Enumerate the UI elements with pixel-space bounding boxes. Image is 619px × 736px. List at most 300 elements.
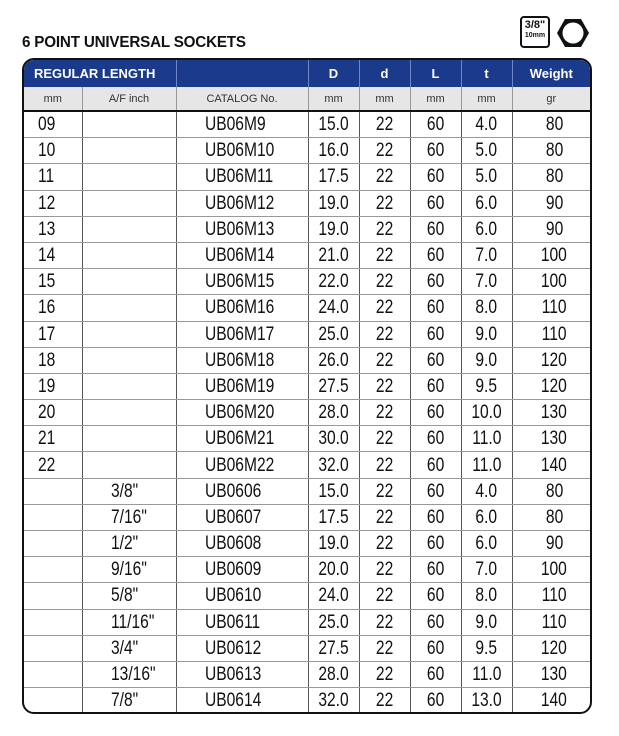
- cell-value: 30.0: [318, 428, 349, 450]
- d-inner-cell: [359, 373, 410, 399]
- cell-value: 7/8": [110, 690, 138, 712]
- size-mm-cell: [24, 426, 82, 452]
- d-outer-cell: [308, 661, 359, 687]
- cell-value: 7.0: [475, 245, 498, 267]
- cell-value: 6.0: [475, 192, 498, 214]
- page-title: 6 POINT UNIVERSAL SOCKETS: [22, 34, 246, 51]
- cell-value: 11/16": [110, 611, 154, 633]
- cell-value: 15.0: [318, 480, 349, 502]
- cell-value: UB06M15: [204, 271, 274, 293]
- d-inner-cell: [359, 400, 410, 426]
- cell-value: 19: [38, 375, 56, 397]
- d-outer-cell: [308, 321, 359, 347]
- cell-value: 60: [426, 402, 445, 424]
- cell-value: 22: [375, 166, 394, 188]
- cell-value: 100: [541, 245, 568, 267]
- cell-value: 6.0: [475, 506, 498, 528]
- catalog-number-cell: [176, 295, 308, 321]
- size-mm-cell: [24, 321, 82, 347]
- cell-value: 17.5: [318, 166, 349, 188]
- cell-value: 4.0: [475, 114, 498, 136]
- cell-value: 3/4": [110, 637, 138, 659]
- cell-value: 11.0: [471, 428, 502, 450]
- d-outer-cell: [308, 373, 359, 399]
- d-outer-cell: [308, 531, 359, 557]
- cell-value: 10.0: [471, 402, 502, 424]
- cell-value: 80: [545, 140, 563, 162]
- length-cell: [410, 609, 461, 635]
- cell-value: UB06M12: [204, 192, 274, 214]
- cell-value: 18: [38, 349, 56, 371]
- cell-value: UB0612: [204, 637, 261, 659]
- cell-value: 60: [426, 245, 445, 267]
- length-cell: [410, 557, 461, 583]
- column-header: Weight: [512, 60, 590, 87]
- t-cell: [461, 190, 512, 216]
- size-mm-cell: [24, 190, 82, 216]
- table-row: [24, 295, 590, 321]
- d-outer-cell: [308, 478, 359, 504]
- d-outer-cell: [308, 426, 359, 452]
- d-outer-cell: [308, 452, 359, 478]
- d-inner-cell: [359, 583, 410, 609]
- table-row: [24, 557, 590, 583]
- weight-cell: [512, 609, 590, 635]
- size-mm-cell: [24, 111, 82, 138]
- length-cell: [410, 164, 461, 190]
- cell-value: UB06M22: [204, 454, 274, 476]
- catalog-number-cell: [176, 452, 308, 478]
- d-inner-cell: [359, 347, 410, 373]
- cell-value: 60: [426, 375, 445, 397]
- weight-cell: [512, 164, 590, 190]
- column-header: L: [410, 60, 461, 87]
- size-inch-cell: [82, 295, 176, 321]
- cell-value: 60: [426, 349, 445, 371]
- d-outer-cell: [308, 609, 359, 635]
- cell-value: 22: [375, 480, 394, 502]
- cell-value: UB06M11: [204, 166, 273, 188]
- socket-spec-table: [22, 58, 592, 714]
- size-inch-cell: [82, 452, 176, 478]
- size-inch-cell: [82, 661, 176, 687]
- cell-value: 7.0: [475, 559, 498, 581]
- weight-cell: [512, 138, 590, 164]
- cell-value: 3/8": [110, 480, 138, 502]
- table-row: [24, 661, 590, 687]
- cell-value: 22: [375, 114, 394, 136]
- catalog-number-cell: [176, 688, 308, 714]
- catalog-number-cell: [176, 111, 308, 138]
- length-cell: [410, 347, 461, 373]
- table-row: [24, 426, 590, 452]
- t-cell: [461, 138, 512, 164]
- cell-value: UB06M14: [204, 245, 274, 267]
- cell-value: 24.0: [318, 297, 349, 319]
- cell-value: 22: [375, 297, 394, 319]
- size-inch-cell: [82, 321, 176, 347]
- table-row: [24, 269, 590, 295]
- cell-value: 60: [426, 559, 445, 581]
- weight-cell: [512, 688, 590, 714]
- d-outer-cell: [308, 688, 359, 714]
- cell-value: 8.0: [475, 585, 498, 607]
- d-outer-cell: [308, 164, 359, 190]
- cell-value: 60: [426, 114, 445, 136]
- d-outer-cell: [308, 216, 359, 242]
- cell-value: 26.0: [318, 349, 349, 371]
- cell-value: 110: [541, 611, 567, 633]
- length-cell: [410, 321, 461, 347]
- group-header: REGULAR LENGTH: [24, 60, 176, 87]
- d-inner-cell: [359, 504, 410, 530]
- cell-value: 19.0: [318, 533, 349, 555]
- cell-value: 22: [375, 375, 394, 397]
- cell-value: 13/16": [110, 664, 156, 686]
- length-cell: [410, 504, 461, 530]
- cell-value: 22: [375, 533, 394, 555]
- size-inch-cell: [82, 164, 176, 190]
- t-cell: [461, 242, 512, 268]
- cell-value: 25.0: [318, 611, 349, 633]
- weight-cell: [512, 216, 590, 242]
- cell-value: UB06M17: [204, 323, 274, 345]
- table-body: [24, 111, 590, 713]
- size-inch-cell: [82, 583, 176, 609]
- cell-value: UB0611: [204, 611, 260, 633]
- cell-value: 21.0: [318, 245, 349, 267]
- length-cell: [410, 635, 461, 661]
- table-row: [24, 609, 590, 635]
- t-cell: [461, 373, 512, 399]
- table-row: [24, 138, 590, 164]
- catalog-number-cell: [176, 269, 308, 295]
- catalog-number-cell: [176, 557, 308, 583]
- t-cell: [461, 111, 512, 138]
- cell-value: 140: [541, 690, 568, 712]
- d-outer-cell: [308, 242, 359, 268]
- table-row: [24, 688, 590, 714]
- cell-value: 22: [375, 611, 394, 633]
- size-inch-cell: [82, 400, 176, 426]
- weight-cell: [512, 321, 590, 347]
- weight-cell: [512, 452, 590, 478]
- t-cell: [461, 269, 512, 295]
- cell-value: 60: [426, 323, 445, 345]
- length-cell: [410, 373, 461, 399]
- weight-cell: [512, 531, 590, 557]
- catalog-number-cell: [176, 216, 308, 242]
- size-inch-cell: [82, 347, 176, 373]
- d-inner-cell: [359, 138, 410, 164]
- size-mm-cell: [24, 557, 82, 583]
- cell-value: 27.5: [318, 375, 349, 397]
- size-mm-cell: [24, 164, 82, 190]
- cell-value: 60: [426, 218, 445, 240]
- cell-value: 20.0: [318, 559, 349, 581]
- cell-value: 32.0: [318, 690, 349, 712]
- cell-value: 6.0: [475, 218, 498, 240]
- cell-value: 20: [38, 402, 56, 424]
- cell-value: 22: [375, 454, 394, 476]
- cell-value: 100: [541, 271, 568, 293]
- cell-value: 21: [38, 428, 56, 450]
- size-inch-cell: [82, 242, 176, 268]
- cell-value: 32.0: [318, 454, 349, 476]
- cell-value: 60: [426, 585, 445, 607]
- d-outer-cell: [308, 295, 359, 321]
- cell-value: 22: [375, 140, 394, 162]
- size-mm-cell: [24, 295, 82, 321]
- cell-value: UB0610: [204, 585, 261, 607]
- size-inch-cell: [82, 111, 176, 138]
- d-inner-cell: [359, 557, 410, 583]
- cell-value: UB06M16: [204, 297, 274, 319]
- cell-value: UB0607: [204, 506, 261, 528]
- d-inner-cell: [359, 111, 410, 138]
- table-row: [24, 452, 590, 478]
- length-cell: [410, 531, 461, 557]
- cell-value: 15.0: [318, 114, 349, 136]
- table-row: [24, 111, 590, 138]
- length-cell: [410, 111, 461, 138]
- cell-value: 28.0: [318, 402, 349, 424]
- cell-value: 19.0: [318, 192, 349, 214]
- t-cell: [461, 426, 512, 452]
- catalog-number-cell: [176, 138, 308, 164]
- cell-value: 12: [38, 192, 56, 214]
- unit-header: mm: [359, 87, 410, 111]
- catalog-number-cell: [176, 531, 308, 557]
- cell-value: UB0609: [204, 559, 261, 581]
- t-cell: [461, 347, 512, 373]
- cell-value: 22: [375, 271, 394, 293]
- t-cell: [461, 531, 512, 557]
- cell-value: UB06M19: [204, 375, 274, 397]
- d-inner-cell: [359, 216, 410, 242]
- t-cell: [461, 504, 512, 530]
- weight-cell: [512, 661, 590, 687]
- cell-value: 120: [541, 349, 568, 371]
- cell-value: 110: [541, 585, 567, 607]
- d-inner-cell: [359, 478, 410, 504]
- table-row: [24, 504, 590, 530]
- cell-value: 22: [375, 690, 394, 712]
- cell-value: 60: [426, 506, 445, 528]
- d-inner-cell: [359, 321, 410, 347]
- t-cell: [461, 452, 512, 478]
- d-inner-cell: [359, 609, 410, 635]
- cell-value: 110: [541, 297, 567, 319]
- table-row: [24, 216, 590, 242]
- t-cell: [461, 321, 512, 347]
- cell-value: 7.0: [475, 271, 498, 293]
- cell-value: 19.0: [318, 218, 349, 240]
- d-outer-cell: [308, 111, 359, 138]
- catalog-number-cell: [176, 661, 308, 687]
- catalog-number-cell: [176, 426, 308, 452]
- unit-header: CATALOG No.: [176, 87, 308, 111]
- cell-value: 22: [375, 559, 394, 581]
- length-cell: [410, 452, 461, 478]
- cell-value: UB06M18: [204, 349, 274, 371]
- cell-value: 22: [375, 506, 394, 528]
- cell-value: 16.0: [318, 140, 349, 162]
- size-mm-cell: [24, 661, 82, 687]
- cell-value: 22: [375, 585, 394, 607]
- length-cell: [410, 426, 461, 452]
- cell-value: UB0608: [204, 533, 261, 555]
- size-inch-cell: [82, 216, 176, 242]
- t-cell: [461, 216, 512, 242]
- d-outer-cell: [308, 583, 359, 609]
- cell-value: 9/16": [110, 559, 147, 581]
- catalog-number-cell: [176, 504, 308, 530]
- catalog-number-cell: [176, 400, 308, 426]
- cell-value: 110: [541, 323, 567, 345]
- t-cell: [461, 661, 512, 687]
- catalog-number-cell: [176, 478, 308, 504]
- cell-value: 14: [38, 245, 56, 267]
- table-row: [24, 242, 590, 268]
- cell-value: 60: [426, 166, 445, 188]
- weight-cell: [512, 400, 590, 426]
- catalog-number-cell: [176, 609, 308, 635]
- header-row: [24, 60, 590, 87]
- cell-value: 60: [426, 480, 445, 502]
- cell-value: 16: [38, 297, 56, 319]
- cell-value: 80: [545, 114, 563, 136]
- cell-value: 80: [545, 480, 563, 502]
- cell-value: 22: [375, 664, 394, 686]
- cell-value: 25.0: [318, 323, 349, 345]
- size-inch-cell: [82, 635, 176, 661]
- cell-value: 10: [38, 140, 56, 162]
- cell-value: 60: [426, 454, 445, 476]
- unit-header: mm: [308, 87, 359, 111]
- table-row: [24, 635, 590, 661]
- cell-value: 09: [38, 114, 56, 136]
- weight-cell: [512, 478, 590, 504]
- cell-value: 60: [426, 690, 445, 712]
- size-mm-cell: [24, 688, 82, 714]
- cell-value: 9.0: [475, 349, 498, 371]
- cell-value: 90: [545, 533, 563, 555]
- size-inch-cell: [82, 269, 176, 295]
- size-inch-cell: [82, 478, 176, 504]
- weight-cell: [512, 373, 590, 399]
- size-mm-cell: [24, 216, 82, 242]
- d-inner-cell: [359, 426, 410, 452]
- cell-value: 13.0: [471, 690, 502, 712]
- cell-value: UB0606: [204, 480, 261, 502]
- d-outer-cell: [308, 347, 359, 373]
- d-inner-cell: [359, 661, 410, 687]
- length-cell: [410, 216, 461, 242]
- t-cell: [461, 688, 512, 714]
- table-row: [24, 321, 590, 347]
- weight-cell: [512, 504, 590, 530]
- catalog-number-cell: [176, 583, 308, 609]
- cell-value: 100: [541, 559, 568, 581]
- t-cell: [461, 557, 512, 583]
- unit-header: mm: [24, 87, 82, 111]
- size-inch-cell: [82, 426, 176, 452]
- size-inch-cell: [82, 190, 176, 216]
- table-row: [24, 347, 590, 373]
- catalog-number-cell: [176, 242, 308, 268]
- d-outer-cell: [308, 138, 359, 164]
- cell-value: 22: [375, 218, 394, 240]
- cell-value: 28.0: [318, 664, 349, 686]
- size-inch-cell: [82, 688, 176, 714]
- cell-value: 130: [541, 664, 568, 686]
- cell-value: UB06M21: [204, 428, 274, 450]
- cell-value: 120: [541, 637, 568, 659]
- cell-value: UB0614: [204, 690, 261, 712]
- length-cell: [410, 190, 461, 216]
- cell-value: 17.5: [318, 506, 349, 528]
- size-mm-cell: [24, 583, 82, 609]
- weight-cell: [512, 111, 590, 138]
- catalog-number-cell: [176, 321, 308, 347]
- column-header: D: [308, 60, 359, 87]
- cell-value: UB06M13: [204, 218, 274, 240]
- cell-value: 22: [375, 323, 394, 345]
- cell-value: 22: [375, 349, 394, 371]
- units-row: [24, 87, 590, 111]
- cell-value: 80: [545, 166, 563, 188]
- length-cell: [410, 400, 461, 426]
- d-inner-cell: [359, 190, 410, 216]
- weight-cell: [512, 347, 590, 373]
- cell-value: 60: [426, 297, 445, 319]
- catalog-number-cell: [176, 347, 308, 373]
- cell-value: 60: [426, 428, 445, 450]
- cell-value: 13: [38, 218, 56, 240]
- table-row: [24, 531, 590, 557]
- cell-value: 80: [545, 506, 563, 528]
- weight-cell: [512, 557, 590, 583]
- cell-value: 5.0: [475, 166, 498, 188]
- cell-value: 120: [541, 375, 568, 397]
- drive-size-fraction: 3/8": [524, 19, 546, 31]
- cell-value: 140: [541, 454, 568, 476]
- t-cell: [461, 635, 512, 661]
- length-cell: [410, 478, 461, 504]
- cell-value: 22: [375, 402, 394, 424]
- cell-value: UB06M9: [204, 114, 266, 136]
- length-cell: [410, 688, 461, 714]
- cell-value: UB06M10: [204, 140, 274, 162]
- weight-cell: [512, 583, 590, 609]
- weight-cell: [512, 190, 590, 216]
- cell-value: 22: [375, 245, 394, 267]
- t-cell: [461, 478, 512, 504]
- drive-size-mm: 10mm: [524, 32, 546, 39]
- length-cell: [410, 242, 461, 268]
- size-mm-cell: [24, 400, 82, 426]
- catalog-header-blank: [176, 60, 308, 87]
- cell-value: 9.5: [475, 637, 498, 659]
- hexagon-icon: [556, 17, 590, 49]
- d-inner-cell: [359, 531, 410, 557]
- size-mm-cell: [24, 373, 82, 399]
- cell-value: 11.0: [471, 454, 502, 476]
- unit-header: A/F inch: [82, 87, 176, 111]
- cell-value: 22: [375, 428, 394, 450]
- weight-cell: [512, 242, 590, 268]
